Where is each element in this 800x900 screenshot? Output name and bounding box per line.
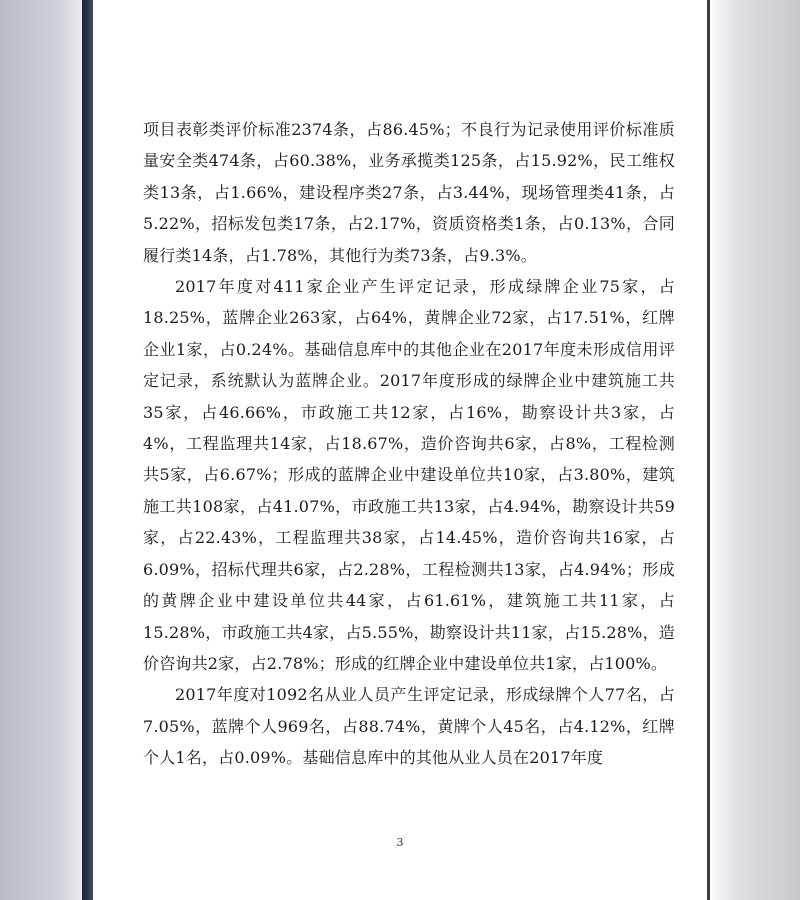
scan-margin-left [0, 0, 92, 900]
paragraph-evaluation-standards: 项目表彰类评价标准2374条，占86.45%；不良行为记录使用评价标准质量安全类474条，占60.38%，业务承揽类125条，占15.92%，民工维权类13条，占1.66%，建设程序类27条，占3.44%，现场管理类41条，占5.22%，招标发包类17条，占2.17%，资质资格类1条，占0.13%，合同履行类14条，占1.78%，其他行为类73条，占9.3%。 [143, 120, 675, 265]
document-body [143, 114, 675, 774]
paragraph-enterprise-ratings: 2017年度对411家企业产生评定记录，形成绿牌企业75家，占18.25%，蓝牌企业263家，占64%，黄牌企业72家，占17.51%，红牌企业1家，占0.24%。基础信息库中的其他企业在2017年度未形成信用评定记录，系统默认为蓝牌企业。2017年度形成的绿牌企业中建筑施工共35家，占46.66%，市政施工共12家，占16%，勘察设计共3家，占4%，工程监理共14家，占18.67%，造价咨询共6家，占8%，工程检测共5家，占6.67%；形成的蓝牌企业中建设单位共10家，占3.80%，建筑施工共108家，占41.07%，市政施工共13家，占4.94%，勘察设计共59家，占22.43%，工程监理共38家，占14.45%，造价咨询共16家，占6.09%，招标代理共6家，占2.28%，工程检测共13家，占4.94%；形成的黄牌企业中建设单位共44家，占61.61%，建筑施工共11家，占15.28%，市政施工共4家，占5.55%，勘察设计共11家，占15.28%，造价咨询共2家，占2.78%；形成的红牌企业中建设单位共1家，占100%。 [143, 277, 675, 673]
page-number: 3 [396, 836, 404, 849]
paragraph-personnel-ratings: 2017年度对1092名从业人员产生评定记录，形成绿牌个人77名，占7.05%，蓝牌个人969名，占88.74%，黄牌个人45名，占4.12%，红牌个人1名，占0.09%。基础信息库中的其他从业人员在2017年度 [143, 685, 675, 768]
scan-binding-edge [82, 0, 93, 900]
scan-margin-right [708, 0, 800, 900]
scan-right-edge-line [707, 0, 710, 900]
document-page [93, 0, 707, 900]
